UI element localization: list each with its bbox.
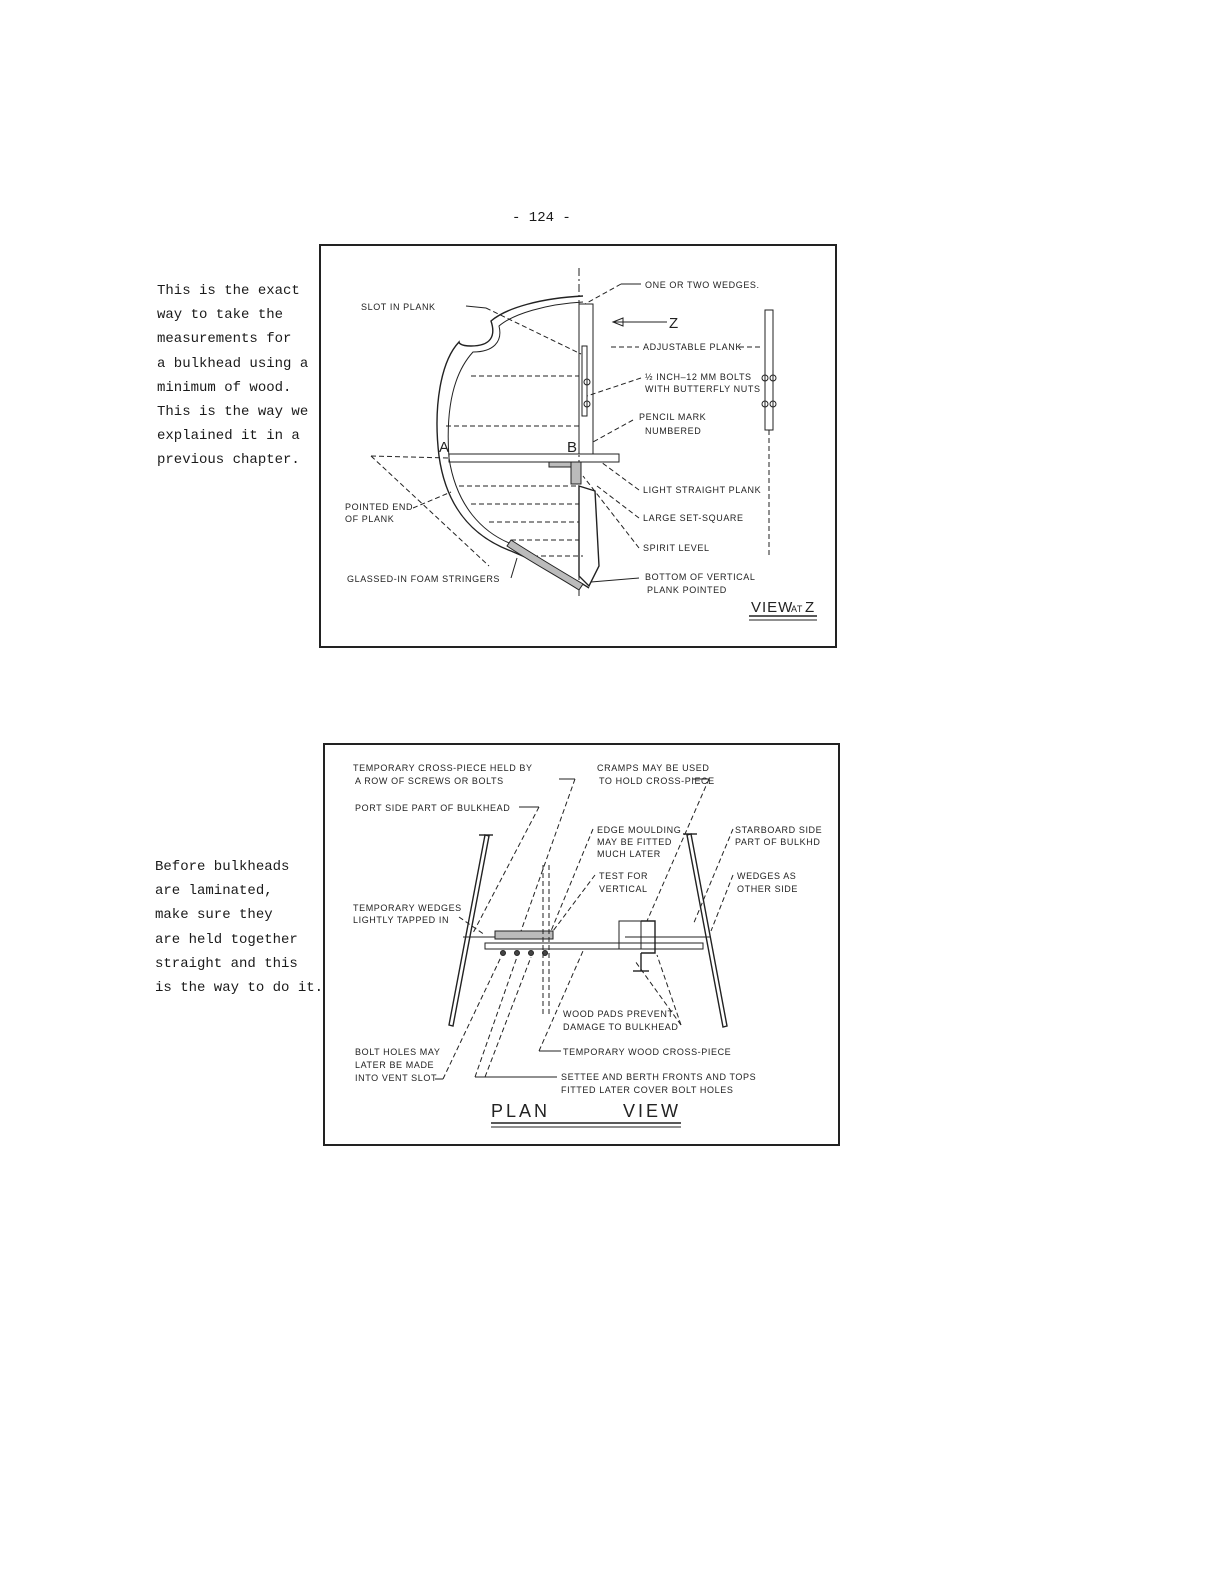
label-bottom-vertical-1: BOTTOM OF VERTICAL (645, 572, 756, 582)
caption-line: explained it in a (157, 428, 300, 445)
plank-block (571, 462, 581, 484)
leader-line (553, 875, 595, 931)
leader-line (593, 420, 633, 442)
caption-line: a bulkhead using a (157, 355, 309, 372)
label-bolts-2: WITH BUTTERFLY NUTS (645, 384, 761, 394)
label-settee-2: FITTED LATER COVER BOLT HOLES (561, 1085, 734, 1095)
leader-line (443, 957, 501, 1079)
label-view: VIEW (751, 599, 794, 616)
port-bulkhead (449, 835, 489, 1026)
label-edge-moulding-2: MAY BE FITTED (597, 837, 672, 847)
label-view: VIEW (623, 1101, 682, 1121)
label-slot-in-plank: SLOT IN PLANK (361, 302, 436, 312)
leader-line (466, 306, 486, 308)
label-wedges-as-2: OTHER SIDE (737, 884, 799, 894)
temporary-cross-piece (485, 943, 703, 949)
caption-top (157, 279, 308, 473)
leader-line (539, 951, 583, 1051)
caption-line: measurements for (157, 331, 292, 348)
leader-line (711, 875, 733, 931)
label-wood-pads-1: WOOD PADS PREVENT (563, 1009, 674, 1019)
label-test-vertical-1: TEST FOR (599, 871, 649, 881)
label-cramps-2: TO HOLD CROSS-PIECE (599, 776, 715, 786)
label-pencil-mark-2: NUMBERED (645, 426, 702, 436)
leader-line (591, 578, 639, 582)
foam-stringer (507, 540, 583, 590)
page-number: - 124 - (512, 210, 571, 226)
bolt (529, 951, 534, 956)
label-point-b: B (567, 439, 579, 456)
port-wedge-block (495, 931, 553, 939)
caption-line: way to take the (157, 307, 284, 324)
label-temp-cross-2: A ROW OF SCREWS OR BOLTS (355, 776, 504, 786)
label-settee-1: SETTEE AND BERTH FRONTS AND TOPS (561, 1072, 757, 1082)
caption-line: Before bulkheads (155, 859, 290, 875)
label-z-arrow: Z (669, 315, 680, 332)
measure-line (371, 456, 449, 458)
light-straight-plank (449, 454, 619, 462)
label-temp-wood: TEMPORARY WOOD CROSS-PIECE (563, 1047, 732, 1057)
label-bolt-holes-2: LATER BE MADE (355, 1060, 435, 1070)
label-view-at: AT (791, 604, 804, 614)
label-spirit-level: SPIRIT LEVEL (643, 543, 710, 553)
label-port-side: PORT SIDE PART OF BULKHEAD (355, 803, 511, 813)
caption-line: make sure they (155, 907, 273, 924)
label-cramps-1: CRAMPS MAY BE USED (597, 763, 710, 773)
label-pointed-end-2: OF PLANK (345, 514, 395, 524)
label-temp-wedges-2: LIGHTLY TAPPED IN (353, 915, 450, 925)
bulkhead-measurement-svg (321, 246, 835, 646)
caption-line: This is the exact (157, 283, 300, 299)
c-clamp (619, 921, 641, 949)
label-wedges-as-1: WEDGES AS (737, 871, 797, 881)
label-view-z: Z (805, 599, 816, 616)
leader-line (511, 558, 517, 578)
plan-view-svg (325, 745, 838, 1144)
label-bolt-holes-1: BOLT HOLES MAY (355, 1047, 441, 1057)
label-plan: PLAN (491, 1101, 551, 1121)
label-temp-cross-1: TEMPORARY CROSS-PIECE HELD BY (353, 763, 533, 773)
label-wedges: ONE OR TWO WEDGES. (645, 280, 760, 290)
label-set-square: LARGE SET-SQUARE (643, 513, 744, 523)
leader-line (551, 829, 593, 931)
leader-line (587, 378, 641, 396)
label-bolt-holes-3: INTO VENT SLOT (355, 1073, 438, 1083)
side-view-plank (765, 310, 773, 430)
label-test-vertical-2: VERTICAL (599, 884, 648, 894)
leader-line (521, 779, 575, 931)
label-starboard-1: STARBOARD SIDE (735, 825, 823, 835)
set-square (579, 486, 599, 586)
plan-view-drawing (323, 743, 840, 1146)
leader-line (601, 462, 639, 490)
label-point-a: A (439, 439, 451, 456)
caption-line: is the way to do it. (155, 980, 324, 997)
leader-line (585, 284, 621, 304)
label-wood-pads-2: DAMAGE TO BULKHEAD (563, 1022, 679, 1032)
label-glassed-in: GLASSED-IN FOAM STRINGERS (347, 574, 501, 584)
bulkhead-measurement-drawing (319, 244, 837, 648)
hull-inner-outline (448, 302, 583, 546)
label-light-plank: LIGHT STRAIGHT PLANK (643, 485, 762, 495)
bolt (515, 951, 520, 956)
leader-line (475, 957, 517, 1077)
label-bolts-1: ½ INCH–12 MM BOLTS (645, 372, 752, 382)
bolt (501, 951, 506, 956)
label-bottom-vertical-2: PLANK POINTED (647, 585, 727, 595)
caption-line: previous chapter. (157, 452, 300, 469)
label-adjustable-plank: ADJUSTABLE PLANK (643, 342, 742, 352)
caption-line: are held together (155, 931, 298, 948)
label-temp-wedges-1: TEMPORARY WEDGES (353, 903, 462, 913)
caption-line: This is the way we (157, 404, 309, 421)
label-edge-moulding-1: EDGE MOULDING (597, 825, 682, 835)
label-starboard-2: PART OF BULKHD (735, 837, 821, 847)
label-pointed-end-1: POINTED END (345, 502, 414, 512)
label-pencil-mark-1: PENCIL MARK (639, 412, 707, 422)
starboard-bulkhead (687, 834, 727, 1027)
caption-line: are laminated, (155, 883, 273, 900)
label-edge-moulding-3: MUCH LATER (597, 849, 661, 859)
caption-line: minimum of wood. (157, 379, 292, 396)
caption-line: straight and this (155, 955, 298, 972)
caption-bottom (155, 855, 323, 1000)
